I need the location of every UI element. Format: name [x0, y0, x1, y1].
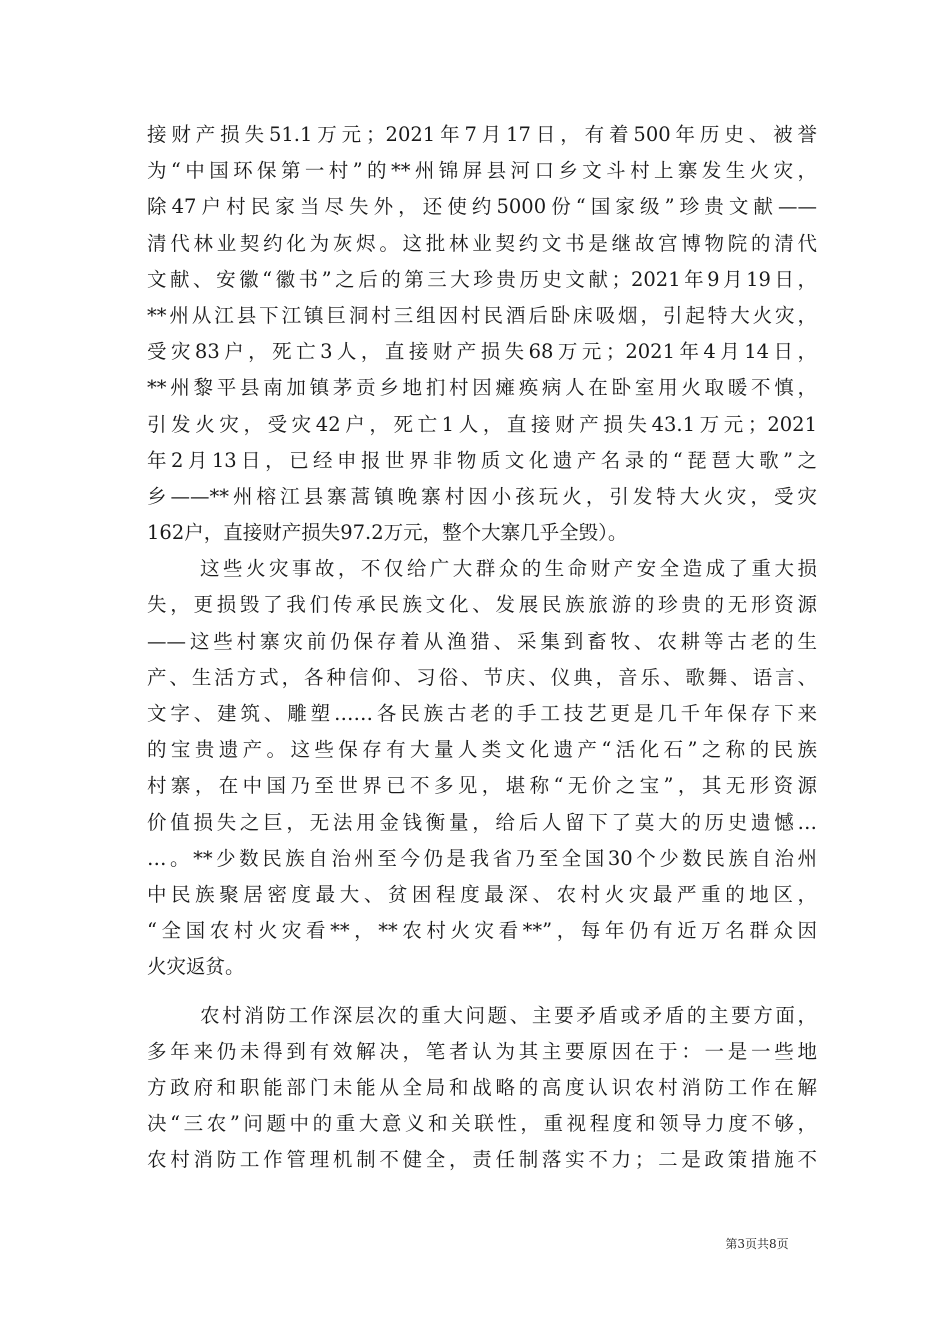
- text-line: **州黎平县南加镇茅贡乡地扪村因瘫痪病人在卧室用火取暖不慎，: [147, 376, 817, 400]
- text-line: 文献、安徽“徽书”之后的第三大珍贵历史文献；2021年9月19日，: [147, 267, 817, 291]
- text-line: 文字、建筑、雕塑……各民族古老的手工技艺更是几千年保存下来: [147, 702, 817, 725]
- text-line: 方政府和职能部门未能从全局和战略的高度认识农村消防工作在解: [147, 1075, 817, 1099]
- text-line: 产、生活方式，各种信仰、习俗、节庆、仪典，音乐、歌舞、语言、: [147, 665, 817, 689]
- text-line: 引发火灾，受灾42户，死亡1人，直接财产损失43.1万元；2021: [147, 412, 817, 436]
- page-number: 第3页共8页: [725, 1237, 789, 1251]
- text-line: 的宝贵遗产。这些保存有大量人类文化遗产“活化石”之称的民族: [147, 738, 817, 762]
- text-line: 清代林业契约化为灰烬。这批林业契约文书是继故宫博物院的清代: [147, 231, 817, 255]
- text-line: 162户，直接财产损失97.2万元，整个大寨几乎全毁）。: [147, 521, 628, 545]
- text-line: “全国农村火灾看**，**农村火灾看**”，每年仍有近万名群众因: [147, 919, 817, 943]
- document-body: [147, 117, 817, 1178]
- text-line: …。**少数民族自治州至今仍是我省乃至全国30个少数民族自治州: [147, 846, 817, 870]
- paragraph-first-line: 这些火灾事故，不仅给广大群众的生命财产安全造成了重大损: [200, 557, 817, 581]
- text-line: 决“三农”问题中的重大意义和关联性，重视程度和领导力度不够，: [147, 1112, 817, 1136]
- text-line: 农村消防工作管理机制不健全，责任制落实不力；二是政策措施不: [147, 1148, 817, 1172]
- text-line: 村寨，在中国乃至世界已不多见，堪称“无价之宝”，其无形资源: [147, 774, 817, 798]
- text-line: 中民族聚居密度最大、贫困程度最深、农村火灾最严重的地区，: [147, 882, 817, 906]
- text-line: 年2月13日，已经申报世界非物质文化遗产名录的“琵琶大歌”之: [147, 448, 817, 472]
- text-line: 为“中国环保第一村”的**州锦屏县河口乡文斗村上寨发生火灾，: [147, 159, 817, 183]
- text-line: 失，更损毁了我们传承民族文化、发展民族旅游的珍贵的无形资源: [147, 593, 817, 617]
- page-footer: [0, 1236, 950, 1252]
- text-line: **州从江县下江镇巨洞村三组因村民酒后卧床吸烟，引起特大火灾，: [147, 303, 817, 327]
- text-line: 接财产损失51.1万元；2021年7月17日，有着500年历史、被誉: [147, 123, 817, 146]
- text-line: 受灾83户，死亡3人，直接财产损失68万元；2021年4月14日，: [147, 340, 817, 364]
- text-line: 火灾返贫。: [147, 955, 245, 979]
- text-line: 多年来仍未得到有效解决，笔者认为其主要原因在于：一是一些地: [147, 1039, 817, 1063]
- paragraph-first-line: 农村消防工作深层次的重大问题、主要矛盾或矛盾的主要方面，: [200, 1003, 817, 1027]
- text-line: 乡——**州榕江县寨蒿镇晚寨村因小孩玩火，引发特大火灾，受灾: [147, 484, 817, 508]
- text-line: ——这些村寨灾前仍保存着从渔猎、采集到畜牧、农耕等古老的生: [147, 629, 817, 653]
- text-line: 除47户村民家当尽失外，还使约5000份“国家级”珍贵文献——: [147, 195, 817, 219]
- text-line: 价值损失之巨，无法用金钱衡量，给后人留下了莫大的历史遗憾…: [147, 810, 817, 834]
